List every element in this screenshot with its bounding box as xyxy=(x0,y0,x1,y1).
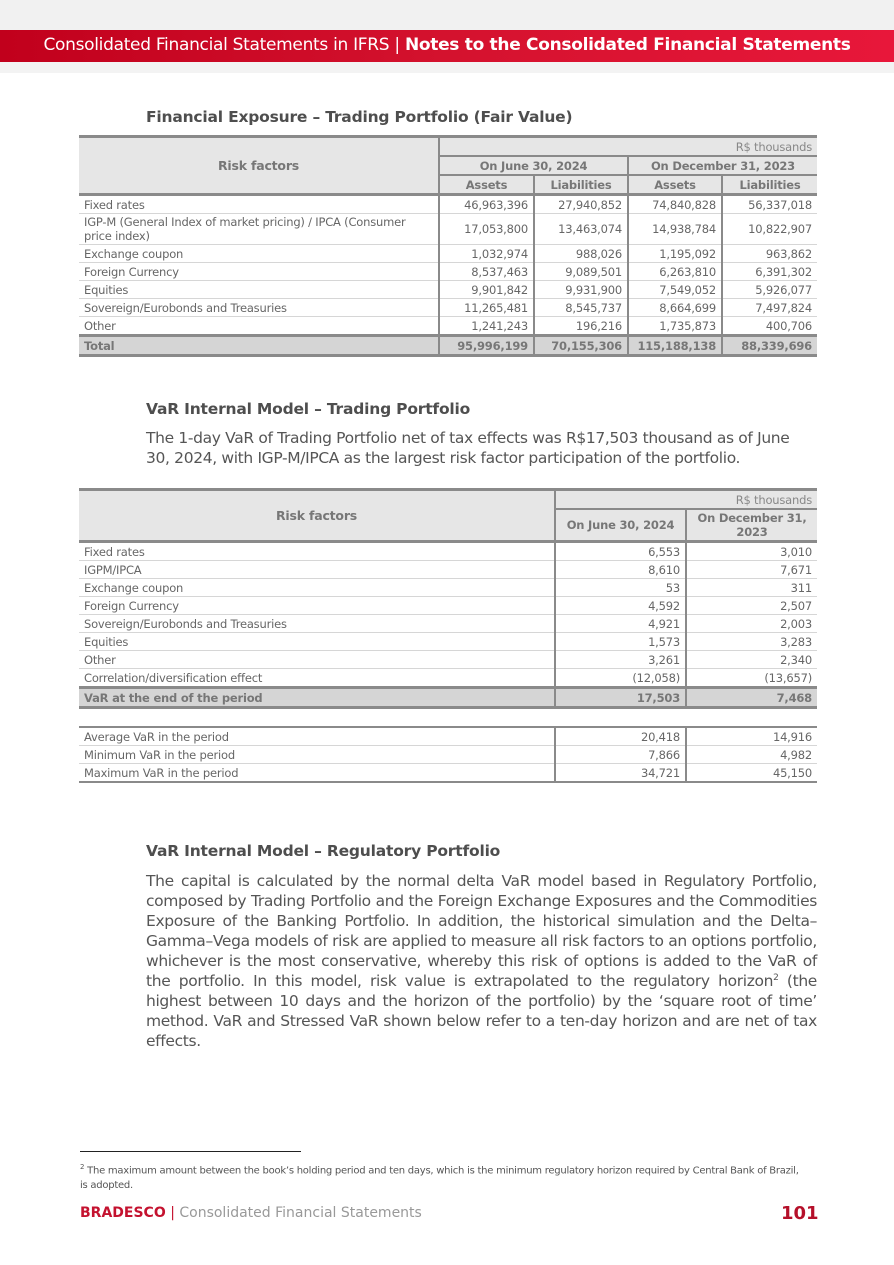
header-subsection: Notes to the Consolidated Financial Statements xyxy=(404,35,851,55)
fin-exposure-title: Financial Exposure – Trading Portfolio (Fair Value) xyxy=(146,108,573,126)
table-row: Exchange coupon 1,032,974 988,026 1,195,092 963,862 xyxy=(79,245,817,263)
page-number: 101 xyxy=(781,1203,819,1224)
page-header-banner xyxy=(0,30,894,62)
table-row: Exchange coupon 53 311 xyxy=(79,579,817,597)
table-row: Other 1,241,243 196,216 1,735,873 400,706 xyxy=(79,317,817,336)
col-liabilities-2023: Liabilities xyxy=(722,175,817,195)
table-row: Fixed rates 6,553 3,010 xyxy=(79,542,817,561)
var-regulatory-text: The capital is calculated by the normal delta VaR model based in Regulatory Portfolio, composed by Trading Portfolio and the Foreign Exchange Exposures and the Commodities Exposure of the Banking Portfolio. In addition, the historical simulation and the Delta–Gamma–Vega models of risk are applied to measure all risk factors to an options portfolio, whichever is the most conservative, whereby this risk of options is added to the VaR of the portfolio. In this model, risk value is extrapolated to the regulatory horizon$^2$ (the highest between 10 days and the horizon of the portfolio) by the ‘square root of time’ method. VaR and Stressed VaR shown below refer to a ten-day horizon and are net of tax effects. xyxy=(146,872,817,1050)
table-row: Maximum VaR in the period 34,721 45,150 xyxy=(79,764,817,783)
var-trading-table xyxy=(79,488,817,709)
col-assets-2024: Assets xyxy=(439,175,534,195)
page-footer xyxy=(80,1205,422,1221)
var-trading-title: VaR Internal Model – Trading Portfolio xyxy=(146,400,471,418)
total-row: VaR at the end of the period 17,503 7,468 xyxy=(79,688,817,708)
footer-doc-title: Consolidated Financial Statements xyxy=(179,1205,422,1221)
col-risk-factors: Risk factors xyxy=(79,490,555,542)
table-row: Foreign Currency 8,537,463 9,089,501 6,263,810 6,391,302 xyxy=(79,263,817,281)
header-section: Consolidated Financial Statements in IFRS xyxy=(43,35,390,55)
header-separator: | xyxy=(394,35,400,55)
table-row: Foreign Currency 4,592 2,507 xyxy=(79,597,817,615)
table-row: Equities 1,573 3,283 xyxy=(79,633,817,651)
table-row: Fixed rates 46,963,396 27,940,852 74,840,828 56,337,018 xyxy=(79,195,817,214)
table-row: Other 3,261 2,340 xyxy=(79,651,817,669)
col-risk-factors: Risk factors xyxy=(79,137,439,195)
var-trading-text: The 1-day VaR of Trading Portfolio net of tax effects was R$17,503 thousand as of June 30, 2024, with IGP-M/IPCA as the largest risk factor participation of the portfolio. xyxy=(146,429,790,467)
period-dec-2023: On December 31, 2023 xyxy=(628,156,817,175)
total-row: Total 95,996,199 70,155,306 115,188,138 88,339,696 xyxy=(79,336,817,356)
footnote-ref[interactable]: 2 xyxy=(773,972,779,983)
unit-label: R$ thousands xyxy=(555,490,817,510)
table-row: Sovereign/Eurobonds and Treasuries 11,265,481 8,545,737 8,664,699 7,497,824 xyxy=(79,299,817,317)
top-margin xyxy=(0,0,894,30)
table-row: IGPM/IPCA 8,610 7,671 xyxy=(79,561,817,579)
var-stats-table xyxy=(79,726,817,783)
unit-label: R$ thousands xyxy=(439,137,817,157)
financial-exposure-table xyxy=(79,135,817,357)
period-june-2024: On June 30, 2024 xyxy=(555,509,686,542)
col-liabilities-2024: Liabilities xyxy=(534,175,628,195)
table-row: Average VaR in the period 20,418 14,916 xyxy=(79,727,817,746)
table-row: Sovereign/Eurobonds and Treasuries 4,921 2,003 xyxy=(79,615,817,633)
var-regulatory-title: VaR Internal Model – Regulatory Portfolio xyxy=(146,842,501,860)
table-row: Correlation/diversification effect (12,058) (13,657) xyxy=(79,669,817,688)
table-row: Minimum VaR in the period 7,866 4,982 xyxy=(79,746,817,764)
footer-separator: | xyxy=(170,1205,175,1221)
table-row: IGP-M (General Index of market pricing) / IPCA (Consumer price index) 17,053,800 13,463,074 14,938,784 10,822,907 xyxy=(79,214,817,245)
col-assets-2023: Assets xyxy=(628,175,722,195)
table-row: Equities 9,901,842 9,931,900 7,549,052 5,926,077 xyxy=(79,281,817,299)
footnote: $^2$ The maximum amount between the book’s holding period and ten days, which is the minimum regulatory horizon required by Central Bank of Brazil, is adopted. xyxy=(80,1163,799,1192)
period-june-2024: On June 30, 2024 xyxy=(439,156,628,175)
brand-logo-text: BRADESCO xyxy=(80,1205,166,1221)
period-dec-2023: On December 31, 2023 xyxy=(686,509,817,542)
header-shadow xyxy=(0,62,894,73)
footnote-divider xyxy=(80,1151,301,1152)
